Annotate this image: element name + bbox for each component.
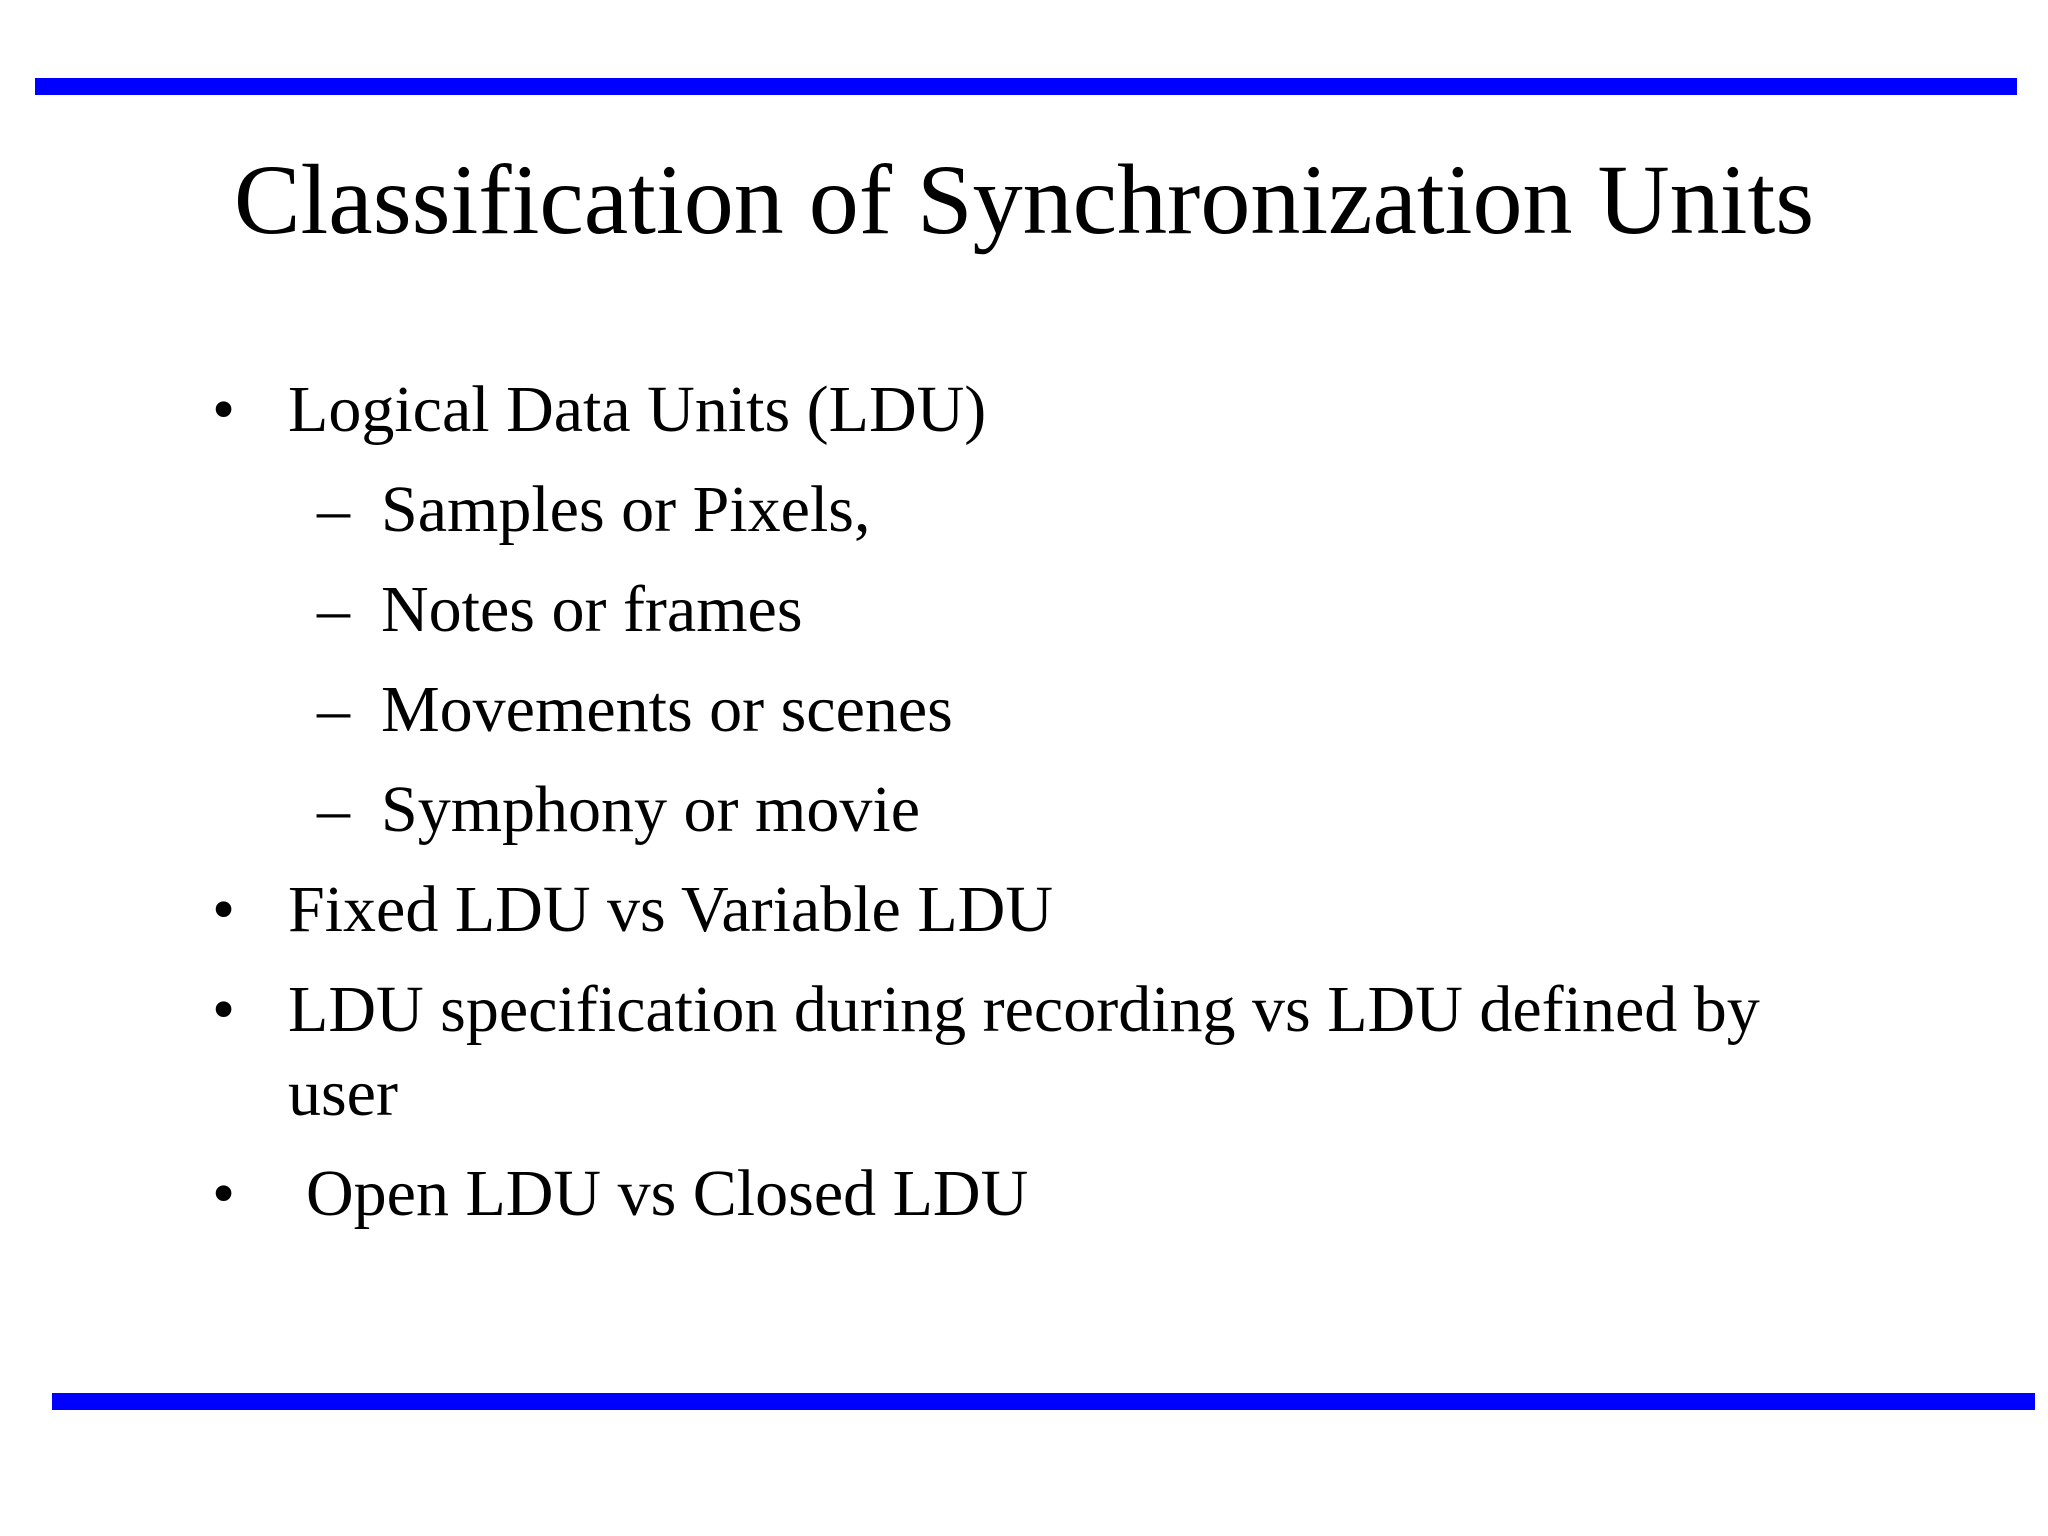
list-item: [210, 960, 1870, 1144]
list-item: [210, 1144, 1870, 1244]
sub-list-item-text: Samples or Pixels,: [381, 473, 871, 546]
list-item-text: Fixed LDU vs Variable LDU: [288, 873, 1053, 946]
list-item: [210, 360, 1870, 460]
list-item-text: Open LDU vs Closed LDU: [306, 1157, 1029, 1230]
sub-list-item-text: Movements or scenes: [381, 673, 953, 746]
sub-list-item-text: Symphony or movie: [381, 773, 920, 846]
dash-marker: –: [317, 573, 350, 646]
bullet-marker: •: [212, 1157, 236, 1230]
bullet-marker: •: [212, 973, 236, 1046]
bullet-marker: •: [212, 873, 236, 946]
sub-list-item: [210, 660, 1870, 760]
dash-marker: –: [317, 473, 350, 546]
top-divider-line: [35, 78, 2017, 95]
dash-marker: –: [317, 773, 350, 846]
list-item: [210, 860, 1870, 960]
sub-list-item: [210, 460, 1870, 560]
dash-marker: –: [317, 673, 350, 746]
sub-list-item: [210, 560, 1870, 660]
sub-list-item-text: Notes or frames: [381, 573, 803, 646]
list-item-text: Logical Data Units (LDU): [288, 373, 987, 446]
slide-title: Classification of Synchronization Units: [233, 144, 1815, 255]
sub-list-item: [210, 760, 1870, 860]
bullet-marker: •: [212, 373, 236, 446]
bullet-list: [210, 360, 1870, 1244]
list-item-text: LDU specification during recording vs LDU defined by user: [288, 973, 1760, 1130]
bottom-divider-line: [52, 1393, 2035, 1410]
